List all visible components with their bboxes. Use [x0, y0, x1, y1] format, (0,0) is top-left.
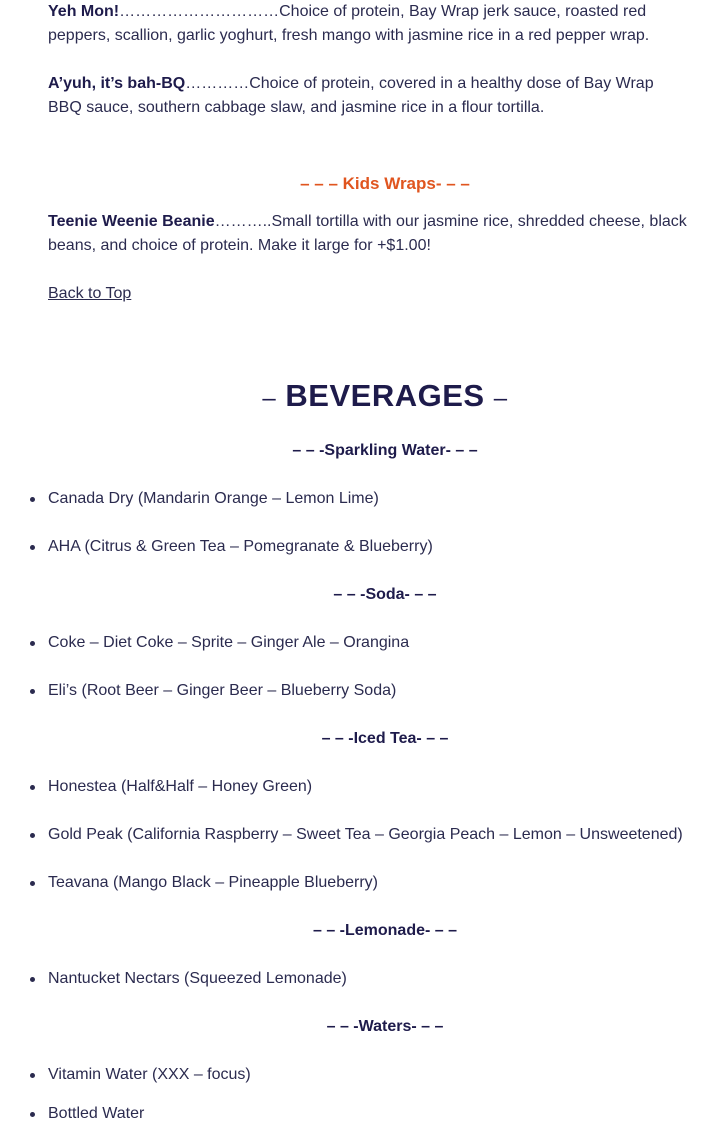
menu-item-leader: ………..: [214, 213, 272, 230]
list-item: Eli’s (Root Beer – Ginger Beer – Blueberry Soda): [48, 679, 396, 703]
subheading-iced-tea: – – -Iced Tea- – –: [321, 730, 449, 747]
subheading-soda: – – -Soda- – –: [333, 586, 437, 603]
menu-item-name: Yeh Mon!: [48, 3, 120, 20]
back-to-top-link[interactable]: Back to Top: [48, 285, 132, 302]
menu-item-name: Teenie Weenie Beanie: [48, 213, 215, 230]
list-item: AHA (Citrus & Green Tea – Pomegranate & Blueberry): [48, 535, 433, 559]
list-item: Honestea (Half&Half – Honey Green): [48, 775, 312, 799]
subheading-lemonade: – – -Lemonade- – –: [312, 922, 458, 939]
menu-item-leader: …………………………: [119, 3, 280, 20]
beverages-title: [48, 376, 710, 419]
subheading-waters: – – -Waters- – –: [326, 1018, 444, 1035]
menu-item-name: A’yuh, it’s bah-BQ: [48, 75, 186, 92]
menu-item-description: Small tortilla with our jasmine rice, shredded cheese, black beans, and choice of protein. Make it large for +$1.00!: [48, 213, 687, 254]
list-item: Nantucket Nectars (Squeezed Lemonade): [48, 967, 347, 991]
list-item: Teavana (Mango Black – Pineapple Blueberry): [48, 871, 378, 895]
menu-item-leader: …………: [185, 75, 250, 92]
list-item: Bottled Water: [48, 1102, 144, 1126]
title-dash-right: –: [493, 385, 508, 412]
menu-item-yeh-mon: [48, 0, 688, 48]
menu-item-teenie-weenie-beanie: [48, 210, 688, 258]
beverages-title-text: BEVERAGES: [285, 378, 485, 413]
list-item: Coke – Diet Coke – Sprite – Ginger Ale – Orangina: [48, 631, 409, 655]
title-dash-left: –: [262, 385, 277, 412]
list-item: Gold Peak (California Raspberry – Sweet Tea – Georgia Peach – Lemon – Unsweetened): [48, 823, 683, 847]
menu-item-ayuh-bbq: [48, 72, 688, 120]
list-item: Canada Dry (Mandarin Orange – Lemon Lime): [48, 487, 379, 511]
menu-item-description: Choice of protein, Bay Wrap jerk sauce, roasted red peppers, scallion, garlic yoghurt, fresh mango with jasmine rice in a red pepper wrap.: [48, 3, 650, 44]
subheading-sparkling-water: – – -Sparkling Water- – –: [292, 442, 478, 459]
list-item: Vitamin Water (XXX – focus): [48, 1063, 251, 1087]
menu-item-description: Choice of protein, covered in a healthy dose of Bay Wrap BBQ sauce, southern cabbage slaw, and jasmine rice in a flour tortilla.: [48, 75, 654, 116]
kids-wraps-heading: – – – Kids Wraps- – –: [300, 174, 470, 193]
